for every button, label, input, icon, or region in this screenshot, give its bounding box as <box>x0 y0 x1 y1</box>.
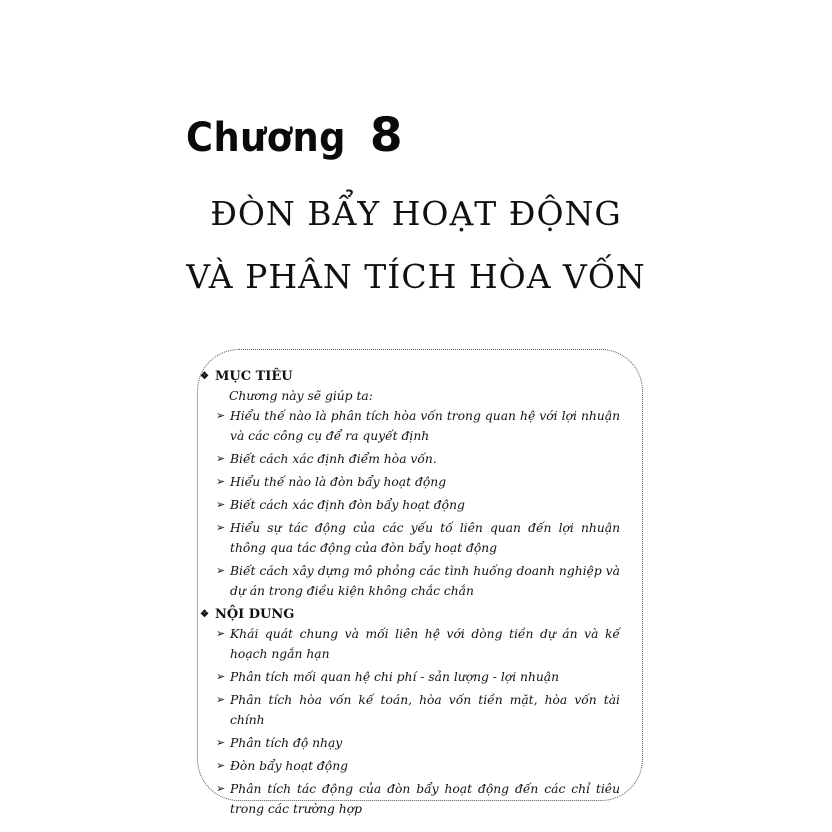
arrow-bullet-icon: ➢ <box>216 736 226 749</box>
list-item <box>200 756 640 776</box>
list-item <box>200 779 640 819</box>
chapter-word: Chương <box>186 115 346 161</box>
list-item <box>200 733 640 753</box>
list-item <box>200 406 640 446</box>
diamond-bullet-icon: ❖ <box>200 608 209 620</box>
objectives-heading-text: MỤC TIÊU <box>214 368 293 384</box>
list-item-text: Hiểu thế nào là đòn bẩy hoạt động <box>230 475 447 489</box>
list-item <box>200 561 640 601</box>
contents-heading <box>200 604 640 624</box>
arrow-bullet-icon: ➢ <box>216 693 226 706</box>
list-item-text: Khái quát chung và mối liên hệ với dòng tiền dự án và kế hoạch ngắn hạn <box>230 627 620 661</box>
list-item-text: Biết cách xây dựng mô phỏng các tình huống doanh nghiệp và dự án trong điều kiện không chắc chắn <box>230 564 620 598</box>
list-item-text: Phân tích hòa vốn kế toán, hòa vốn tiền mặt, hòa vốn tài chính <box>230 693 620 727</box>
contents-list <box>200 624 640 819</box>
list-item-text: Hiểu thế nào là phân tích hòa vốn trong quan hệ với lợi nhuận và các công cụ để ra quyết định <box>230 409 620 443</box>
list-item <box>200 690 640 730</box>
arrow-bullet-icon: ➢ <box>216 498 226 511</box>
arrow-bullet-icon: ➢ <box>216 782 226 795</box>
arrow-bullet-icon: ➢ <box>216 759 226 772</box>
arrow-bullet-icon: ➢ <box>216 670 226 683</box>
list-item <box>200 472 640 492</box>
list-item-text: Phân tích tác động của đòn bẩy hoạt động đến các chỉ tiêu trong các trường hợp <box>230 782 620 816</box>
list-item <box>200 495 640 515</box>
list-item <box>200 518 640 558</box>
objectives-list <box>200 406 640 601</box>
list-item <box>200 624 640 664</box>
arrow-bullet-icon: ➢ <box>216 521 226 534</box>
list-item <box>200 449 640 469</box>
arrow-bullet-icon: ➢ <box>216 452 226 465</box>
contents-heading-text: NỘI DUNG <box>214 606 295 622</box>
arrow-bullet-icon: ➢ <box>216 627 226 640</box>
list-item-text: Biết cách xác định điểm hòa vốn. <box>230 452 437 466</box>
chapter-summary <box>200 366 640 822</box>
list-item-text: Biết cách xác định đòn bẩy hoạt động <box>230 498 465 512</box>
diamond-bullet-icon: ❖ <box>200 370 209 382</box>
chapter-title-line-1: ĐÒN BẨY HOẠT ĐỘNG <box>210 194 622 233</box>
list-item <box>200 667 640 687</box>
arrow-bullet-icon: ➢ <box>216 409 226 422</box>
arrow-bullet-icon: ➢ <box>216 475 226 488</box>
chapter-number: 8 <box>369 108 403 163</box>
list-item-text: Đòn bẩy hoạt động <box>230 759 348 773</box>
objectives-heading <box>200 366 640 386</box>
list-item-text: Phân tích độ nhạy <box>230 736 343 750</box>
arrow-bullet-icon: ➢ <box>216 564 226 577</box>
list-item-text: Hiểu sự tác động của các yếu tố liên quan đến lợi nhuận thông qua tác động của đòn bẩy hoạt động <box>230 521 620 555</box>
list-item-text: Phân tích mối quan hệ chi phí - sản lượng - lợi nhuận <box>230 670 560 684</box>
chapter-heading <box>186 108 403 163</box>
chapter-title-line-2: VÀ PHÂN TÍCH HÒA VỐN <box>186 257 646 296</box>
objectives-intro: Chương này sẽ giúp ta: <box>229 389 373 403</box>
